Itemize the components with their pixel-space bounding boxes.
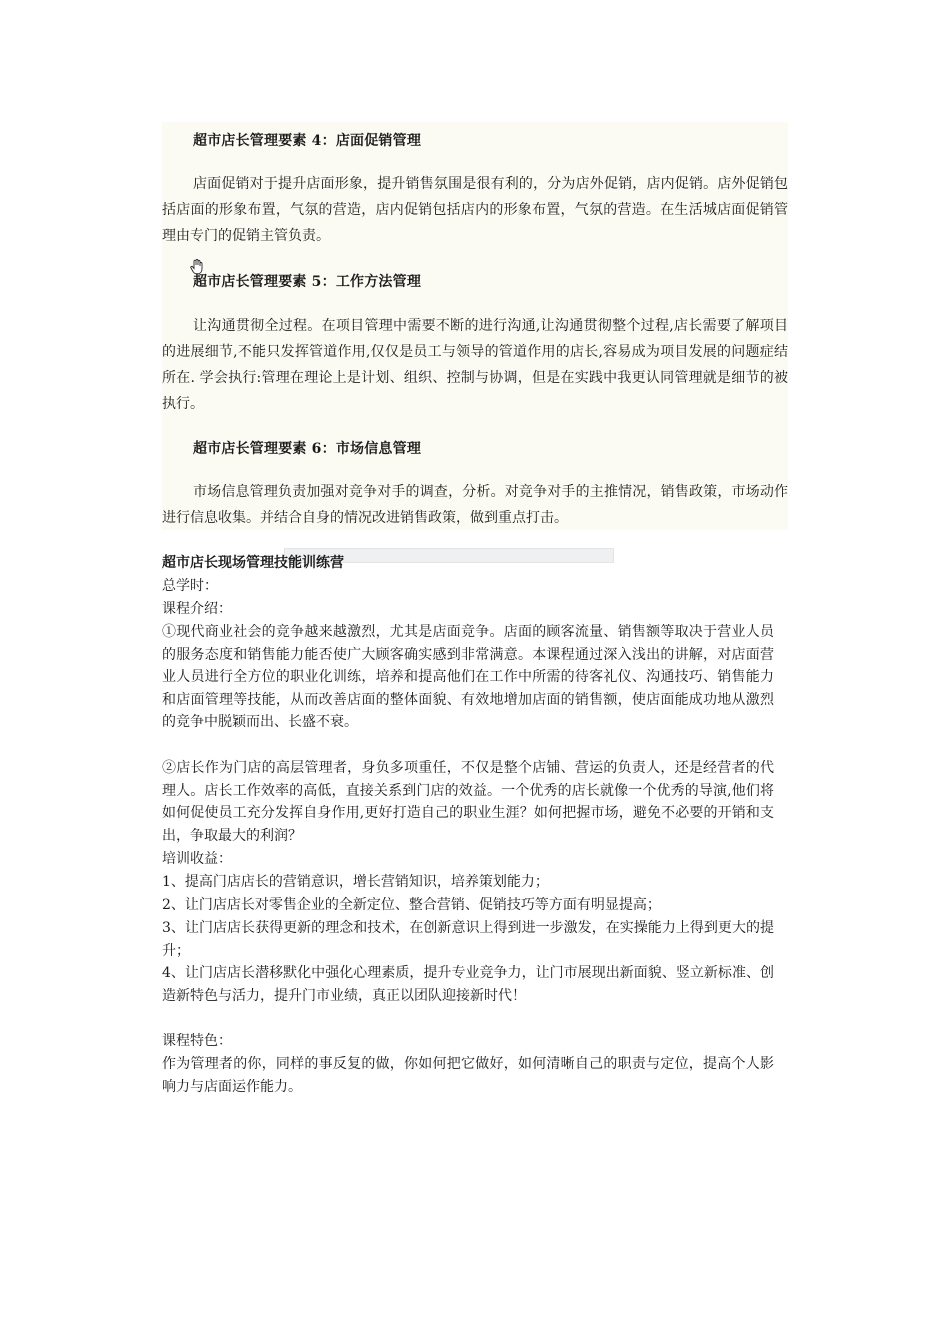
section-4-body: 店面促销对于提升店面形象，提升销售氛围是很有利的，分为店外促销，店内促销。店外促销包括店面的形象布置，气氛的营造，店内促销包括店内的形象布置，气氛的营造。在生活城店面促销管理由专门的促销主管负责。	[162, 176, 788, 244]
section-6-heading: 超市店长管理要素 6：市场信息管理	[193, 441, 422, 457]
features-label: 课程特色：	[162, 1033, 232, 1049]
course-intro-paragraph-1: ①现代商业社会的竞争越来越激烈，尤其是店面竞争。店面的顾客流量、销售额等取决于营业人员的服务态度和销售能力能否使广大顾客确实感到非常满意。本课程通过深入浅出的讲解，对店面营业人员进行全方位的职业化训练，培养和提高他们在工作中所需的待客礼仪、沟通技巧、销售能力和店面管理等技能，从而改善店面的整体面貌、有效地增加店面的销售额，使店面能成功地从激烈的竞争中脱颖而出、长盛不衰。	[162, 624, 774, 731]
section-6-body: 市场信息管理负责加强对竞争对手的调查，分析。对竞争对手的主推情况，销售政策，市场动作进行信息收集。并结合自身的情况改进销售政策，做到重点打击。	[162, 484, 788, 526]
course-intro-label: 课程介绍：	[162, 601, 232, 617]
section-5-heading: 超市店长管理要素 5：工作方法管理	[193, 274, 422, 290]
benefit-item-1: 1、提高门店店长的营销意识，增长营销知识，培养策划能力；	[162, 874, 549, 890]
benefits-label: 培训收益：	[162, 851, 232, 867]
benefit-item-3: 3、让门店店长获得更新的理念和技术，在创新意识上得到进一步激发，在实操能力上得到更大的提升；	[162, 920, 774, 959]
benefit-item-4: 4、让门店店长潜移默化中强化心理素质，提升专业竞争力，让门市展现出新面貌、竖立新标准、创造新特色与活力，提升门市业绩，真正以团队迎接新时代！	[162, 965, 774, 1004]
section-4-heading: 超市店长管理要素 4：店面促销管理	[193, 133, 422, 149]
course-hours-label: 总学时：	[162, 578, 218, 594]
course-intro-paragraph-2: ②店长作为门店的高层管理者，身负多项重任，不仅是整个店铺、营运的负责人，还是经营者的代理人。店长工作效率的高低，直接关系到门店的效益。一个优秀的店长就像一个优秀的导演,他们将如何促使员工充分发挥自身作用,更好打造自己的职业生涯？如何把握市场，避免不必要的开销和支出，争取最大的利润？	[162, 760, 774, 844]
section-5-body: 让沟通贯彻全过程。在项目管理中需要不断的进行沟通,让沟通贯彻整个过程,店长需要了解项目的进展细节,不能只发挥管道作用,仅仅是员工与领导的管道作用的店长,容易成为项目发展的问题症结所在. 学会执行:管理在理论上是计划、组织、控制与协调，但是在实践中我更认同管理就是细节的被执行。	[162, 318, 788, 412]
features-body: 作为管理者的你，同样的事反复的做，你如何把它做好，如何清晰自己的职责与定位，提高个人影响力与店面运作能力。	[162, 1056, 774, 1095]
course-title: 超市店长现场管理技能训练营	[162, 555, 344, 571]
benefit-item-2: 2、让门店店长对零售企业的全新定位、整合营销、促销技巧等方面有明显提高；	[162, 897, 661, 913]
